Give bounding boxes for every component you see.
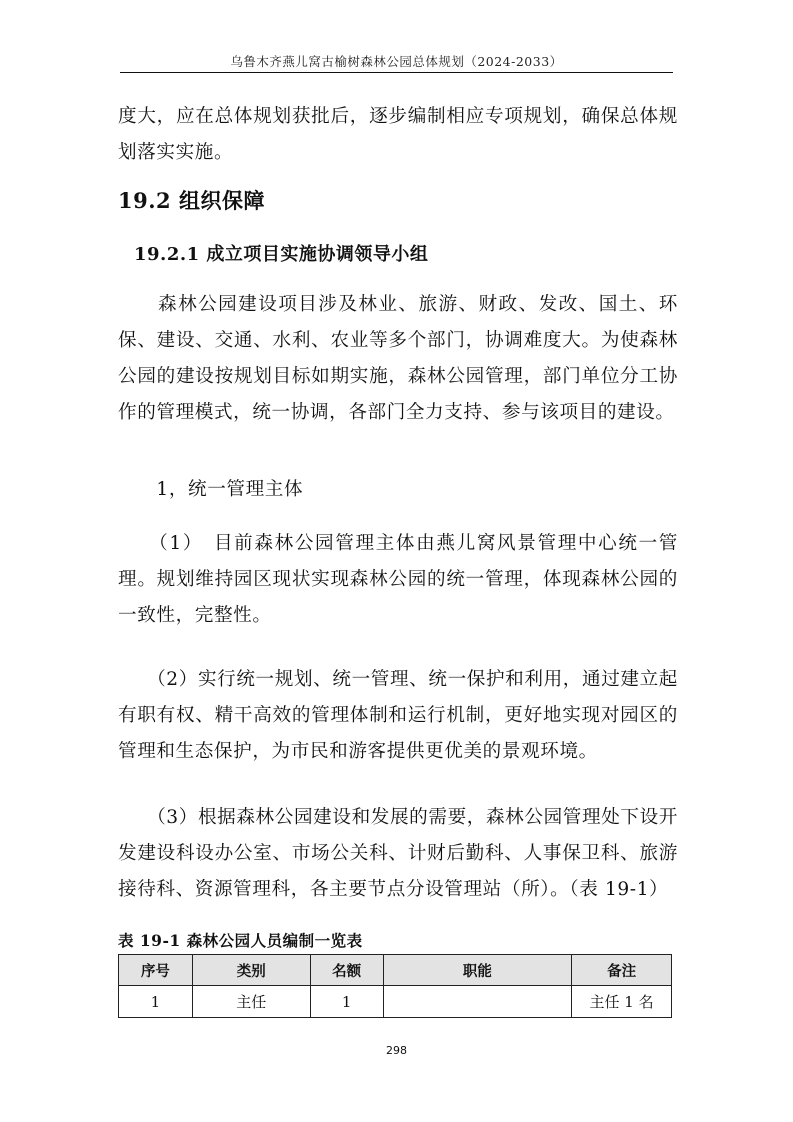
- cell-function: [383, 986, 572, 1018]
- cell-index: 1: [119, 986, 193, 1018]
- cell-quota: 1: [310, 986, 383, 1018]
- item-1-paragraph: （1） 目前森林公园管理主体由燕儿窝风景管理中心统一管理。规划维持园区现状实现森林公园的统一管理，体现森林公园的一致性，完整性。: [118, 533, 678, 626]
- table-header-row: [119, 955, 672, 986]
- col-header-remarks: 备注: [572, 955, 672, 986]
- item-2-paragraph: （2）实行统一规划、统一管理、统一保护和利用，通过建立起有职有权、精干高效的管理体制和运行机制，更好地实现对园区的管理和生态保护，为市民和游客提供更优美的景观环境。: [118, 669, 678, 762]
- table-row: [119, 986, 672, 1018]
- continued-paragraph: 度大，应在总体规划获批后，逐步编制相应专项规划，确保总体规划落实实施。: [118, 106, 678, 163]
- page-number: 298: [386, 1044, 407, 1057]
- col-header-function: 职能: [383, 955, 572, 986]
- col-header-index: 序号: [119, 955, 193, 986]
- col-header-quota: 名额: [310, 955, 383, 986]
- col-header-category: 类别: [192, 955, 310, 986]
- staffing-table: [118, 954, 672, 1018]
- item-heading: 1，统一管理主体: [118, 479, 304, 500]
- table-caption: 表 19-1 森林公园人员编制一览表: [118, 931, 363, 950]
- item-3-paragraph: （3）根据森林公园建设和发展的需要，森林公园管理处下设开发建设科设办公室、市场公关科、计财后勤科、人事保卫科、旅游接待科、资源管理科，各主要节点分设管理站（所）。（表 19-1）: [118, 807, 678, 900]
- cell-remarks: 主任 1 名: [572, 986, 672, 1018]
- intro-paragraph: 森林公园建设项目涉及林业、旅游、财政、发改、国土、环保、建设、交通、水利、农业等多个部门，协调难度大。为使森林公园的建设按规划目标如期实施，森林公园管理，部门单位分工协作的管理模式，统一协调，各部门全力支持、参与该项目的建设。: [118, 294, 678, 423]
- cell-category: 主任: [192, 986, 310, 1018]
- subsection-heading: 19.2.1 成立项目实施协调领导小组: [134, 244, 429, 265]
- running-header: 乌鲁木齐燕儿窝古榆树森林公园总体规划（2024-2033）: [230, 54, 563, 69]
- section-heading: 19.2 组织保障: [118, 188, 265, 213]
- header-rule: [120, 72, 673, 73]
